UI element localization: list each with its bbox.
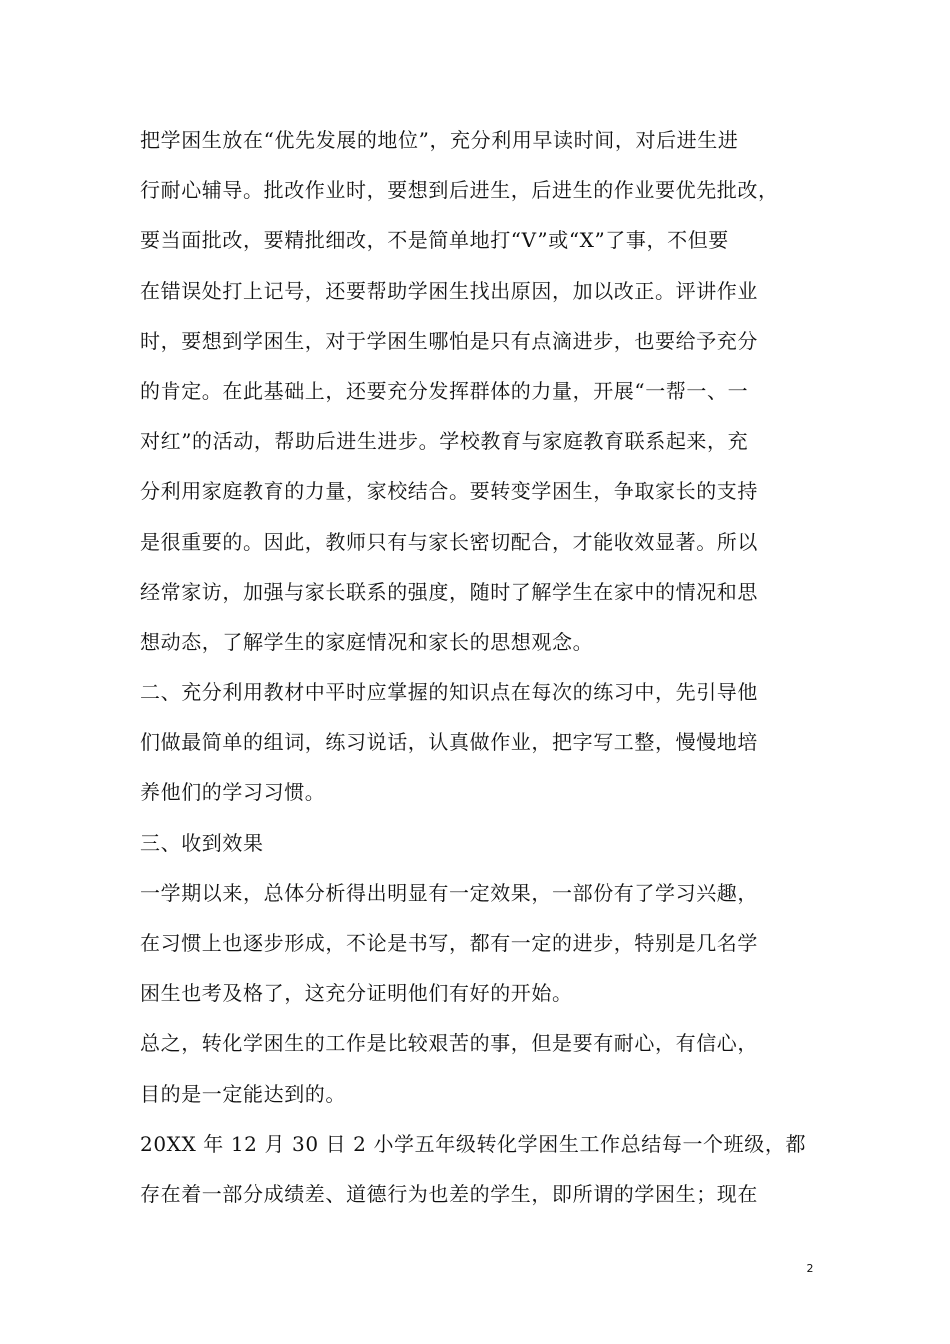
text-line: 在错误处打上记号，还要帮助学困生找出原因，加以改正。评讲作业: [140, 278, 758, 303]
text-line: 对红”的活动，帮助后进生进步。学校教育与家庭教育联系起来，充: [140, 429, 749, 454]
section-heading: 三、收到效果: [140, 830, 264, 855]
text-line: 分利用家庭教育的力量，家校结合。要转变学困生，争取家长的支持: [140, 479, 758, 504]
text-line: 养他们的学习习惯。: [140, 780, 326, 805]
section-heading-line: 二、充分利用教材中平时应掌握的知识点在每次的练习中，先引导他: [140, 680, 758, 705]
text-line: 困生也考及格了，这充分证明他们有好的开始。: [140, 981, 573, 1006]
text-line: 的肯定。在此基础上，还要充分发挥群体的力量，开展“一帮一、一: [140, 378, 749, 403]
text-line: 一学期以来，总体分析得出明显有一定效果，一部份有了学习兴趣，: [140, 880, 758, 905]
text-line: 时，要想到学困生，对于学困生哪怕是只有点滴进步，也要给予充分: [140, 328, 758, 353]
text-line: 存在着一部分成绩差、道德行为也差的学生，即所谓的学困生；现在: [140, 1181, 758, 1206]
text-line: 经常家访，加强与家长联系的强度，随时了解学生在家中的情况和思: [140, 579, 758, 604]
text-line: 总之，转化学困生的工作是比较艰苦的事，但是要有耐心，有信心，: [140, 1031, 758, 1056]
text-line: 20XX 年 12 月 30 日 2 小学五年级转化学困生工作总结每一个班级，都: [140, 1131, 807, 1156]
text-line: 要当面批改，要精批细改，不是简单地打“V”或“X”了事，不但要: [140, 228, 729, 253]
page-number: 2: [806, 1262, 814, 1275]
body-text: [140, 115, 830, 1219]
text-line: 是很重要的。因此，教师只有与家长密切配合，才能收效显著。所以: [140, 529, 758, 554]
text-line: 想动态，了解学生的家庭情况和家长的思想观念。: [140, 629, 594, 654]
text-line: 把学困生放在“优先发展的地位”，充分利用早读时间，对后进生进: [140, 128, 739, 152]
text-line: 行耐心辅导。批改作业时，要想到后进生，后进生的作业要优先批改，: [140, 178, 779, 203]
text-line: 们做最简单的组词，练习说话，认真做作业，把字写工整，慢慢地培: [140, 730, 758, 755]
text-line: 目的是一定能达到的。: [140, 1081, 346, 1106]
text-line: 在习惯上也逐步形成，不论是书写，都有一定的进步，特别是几名学: [140, 931, 758, 955]
